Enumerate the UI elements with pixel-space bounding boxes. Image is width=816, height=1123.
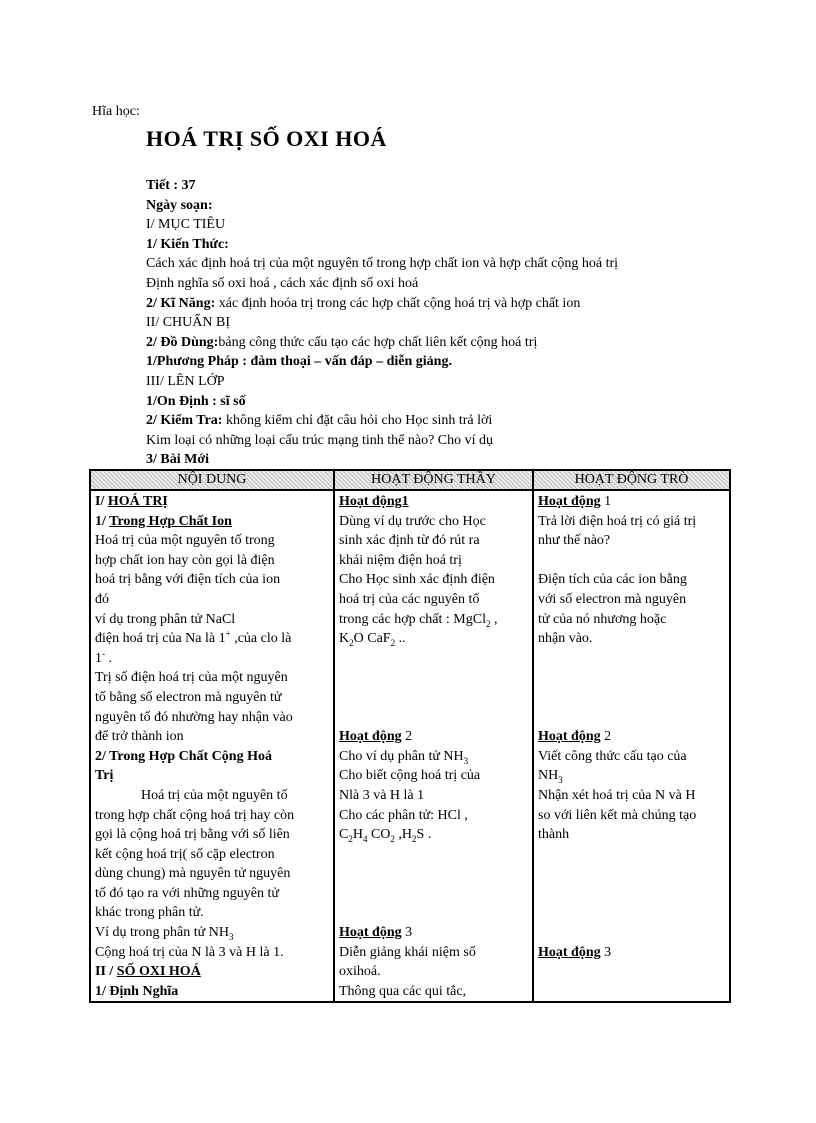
- text-line: Cộng hoá trị của N là 3 và H là 1.: [95, 944, 284, 960]
- text-span: điện hoá trị của Na là 1: [95, 631, 226, 647]
- text-span: Hoạt động: [339, 729, 402, 745]
- header-teacher-activity: HOẠT ĐỘNG THẦY: [334, 470, 533, 490]
- header-content: NỘI DUNG: [90, 470, 334, 490]
- text-line: Trị số điện hoá trị của một nguyên: [95, 670, 288, 686]
- text-span: .: [105, 650, 112, 666]
- knowledge-line-2: Định nghĩa số oxi hoá , cách xác định số oxi hoá: [146, 275, 419, 291]
- text-line: hoá trị bằng với điện tích của ion: [95, 572, 281, 588]
- text-line: khái niệm điện hoá trị: [339, 552, 462, 568]
- text-line: dùng chung) mà nguyên tử nguyên: [95, 866, 291, 882]
- subscript: 3: [463, 755, 469, 766]
- subscript: 2: [348, 833, 353, 844]
- teacher-activity-3-heading: [339, 923, 528, 943]
- subsection-number: 1/: [95, 513, 110, 529]
- text-span: CO: [367, 827, 391, 843]
- text-line: [95, 629, 329, 649]
- new-lesson-line: 3/ Bài Mới: [146, 452, 209, 468]
- lesson-table: [89, 469, 731, 1003]
- text-line: tử của nó nhương hoặc: [538, 611, 667, 627]
- text-span: O CaF: [353, 631, 391, 647]
- text-line: oxihoá.: [339, 964, 381, 980]
- text-line: nhận vào.: [538, 631, 593, 647]
- student-activity-1-heading: [538, 492, 725, 512]
- text-line: Điện tích của các ion bằng: [538, 572, 687, 588]
- covalent-heading-line-2: Trị: [95, 768, 114, 784]
- text-span: trong các hợp chất : MgCl: [339, 611, 486, 627]
- page-title: HOÁ TRỊ SỐ OXI HOÁ: [146, 126, 387, 151]
- text-line: Cho các phân tử: HCl ,: [339, 807, 468, 823]
- text-line: tố đó tạo ra với những nguyên tử: [95, 885, 279, 901]
- text-line: để trở thành ion: [95, 729, 184, 745]
- text-line: Thông qua các qui tắc,: [339, 983, 467, 999]
- text-span: ,của clo là: [230, 631, 292, 647]
- text-line: [339, 629, 528, 649]
- lesson-number: Tiết : 37: [146, 178, 196, 193]
- subsection-number: 1/: [95, 983, 110, 999]
- text-span: Hoạt động: [538, 729, 601, 745]
- text-line: như thế nào?: [538, 533, 611, 549]
- text-span: Hoạt động: [538, 494, 601, 509]
- section-valence-heading: HOÁ TRỊ: [107, 494, 168, 509]
- content-cell: [90, 490, 334, 1002]
- text-line: [95, 923, 329, 943]
- text-line: Dùng ví dụ trước cho Học: [339, 513, 486, 529]
- text-span: 3: [600, 944, 612, 960]
- header-student-activity: HOẠT ĐỘNG TRÒ: [533, 470, 730, 490]
- table-header-row: [90, 470, 730, 490]
- text-span: 1: [95, 650, 102, 666]
- text-line: nguyên tố đó nhường hay nhận vào: [95, 709, 293, 725]
- section-lesson: III/ LÊN LỚP: [146, 373, 225, 389]
- text-span: ,H: [394, 827, 413, 843]
- subscript: 3: [558, 775, 563, 786]
- subscript: 2: [390, 833, 395, 844]
- class-order-line: 1/On Định : sĩ số: [146, 393, 246, 409]
- text-span: S .: [416, 827, 432, 843]
- oxidation-number-heading: SỐ OXI HOÁ: [116, 964, 201, 980]
- subscript: 2: [412, 833, 417, 844]
- text-span: Ví dụ trong phân tử NH: [95, 925, 229, 941]
- text-line: đó: [95, 591, 109, 607]
- definition-heading: Định Nghĩa: [109, 983, 179, 999]
- text-span: Hoạt động: [339, 925, 402, 941]
- text-span: K: [339, 631, 350, 647]
- text-span: ..: [395, 631, 406, 647]
- text-line: hoá trị của các nguyên tố: [339, 591, 480, 607]
- text-line: thành: [538, 827, 570, 843]
- text-line: Trả lời điện hoá trị có giá trị: [538, 513, 697, 529]
- text-line: Hoá trị của một nguyên tố trong: [95, 533, 275, 549]
- text-line: so với liên kết mà chúng tạo: [538, 807, 697, 823]
- text-line: ví dụ trong phân tử NaCl: [95, 611, 236, 627]
- subscript: 2: [349, 637, 354, 648]
- method-line: 1/Phương Pháp : đàm thoại – vấn đáp – diễn giảng.: [146, 354, 452, 370]
- text-line: [538, 766, 725, 786]
- materials-line: [146, 333, 746, 353]
- text-line: Cho Học sinh xác định điện: [339, 572, 495, 588]
- section-objectives: I/ MỤC TIÊU: [146, 217, 226, 233]
- knowledge-line-1: Cách xác định hoá trị của một nguyên tố trong hợp chất ion và hợp chất cộng hoá trị: [146, 256, 619, 272]
- teacher-activity-2-heading: [339, 727, 528, 747]
- ionic-compound-heading: Trong Hợp Chất Ion: [109, 513, 232, 529]
- text-span: Cho ví dụ phân tử NH: [339, 748, 464, 764]
- student-activity-2-heading: [538, 727, 725, 747]
- text-line: sinh xác định từ đó rút ra: [339, 533, 480, 549]
- text-span: H: [352, 827, 363, 843]
- subscript: 2: [485, 618, 491, 629]
- student-activity-3-heading: [538, 943, 725, 963]
- teacher-activity-1-heading: Hoạt động1: [339, 494, 409, 509]
- text-line: hợp chất ion hay còn gọi là điện: [95, 552, 275, 568]
- knowledge-heading: 1/ Kiến Thức:: [146, 236, 229, 252]
- text-span: 1: [600, 494, 612, 509]
- text-span: ,: [490, 611, 498, 627]
- text-line: Cho biết cộng hoá trị của: [339, 768, 481, 784]
- check-label: 2/ Kiểm Tra:: [146, 413, 223, 429]
- skills-text: xác định hoóa trị trong các hợp chất cộng hoá trị và hợp chất ion: [215, 295, 581, 311]
- text-span: Hoạt động: [538, 944, 601, 960]
- text-line: kết cộng hoá trị( số cặp electron: [95, 846, 275, 862]
- check-line: [146, 411, 746, 431]
- section-number: II /: [95, 964, 117, 980]
- text-line: Nhận xét hoá trị của N và H: [538, 787, 696, 803]
- skills-line: [146, 294, 746, 314]
- text-line: khác trong phân tử.: [95, 905, 204, 921]
- section-number: I/: [95, 494, 108, 509]
- metal-question-line: Kim loại có những loại cấu trúc mạng tinh thể nào? Cho ví dụ: [146, 432, 494, 448]
- lesson-header: [146, 176, 746, 470]
- superscript: +: [225, 628, 231, 639]
- text-line: [339, 610, 528, 630]
- text-span: NH: [538, 768, 559, 784]
- table-row: [90, 490, 730, 1002]
- materials-text: bảng công thức cấu tạo các hợp chất liên kết cộng hoá trị: [218, 334, 538, 350]
- text-line: Hoá trị của một nguyên tố: [141, 787, 288, 803]
- teacher-activity-cell: [334, 490, 533, 1002]
- text-line: Diễn giảng khái niệm số: [339, 944, 476, 960]
- prep-date-label: Ngày soạn:: [146, 197, 213, 213]
- text-line: [339, 825, 528, 845]
- text-span: C: [339, 827, 349, 843]
- text-line: [339, 747, 528, 767]
- text-span: 3: [401, 925, 413, 941]
- text-span: 2: [401, 729, 413, 745]
- student-activity-cell: [533, 490, 730, 1002]
- text-line: với số electron mà nguyên: [538, 591, 687, 607]
- text-line: Viết công thức cấu tạo của: [538, 748, 687, 764]
- text-line: gọi là cộng hoá trị bằng với số liên: [95, 827, 290, 843]
- subscript: 4: [362, 833, 368, 844]
- skills-label: 2/ Kĩ Năng:: [146, 295, 216, 311]
- text-line: [95, 649, 329, 669]
- text-line: Nlà 3 và H là 1: [339, 787, 425, 803]
- text-line: trong hợp chất cộng hoá trị hay còn: [95, 807, 295, 823]
- text-line: tố bằng số electron mà nguyên tử: [95, 689, 282, 705]
- superscript: -: [102, 648, 105, 659]
- text-span: 2: [600, 729, 612, 745]
- covalent-heading-line-1: 2/ Trong Hợp Chất Cộng Hoá: [95, 748, 272, 764]
- subscript: 3: [228, 931, 234, 942]
- subscript: 2: [390, 637, 396, 648]
- materials-label: 2/ Đồ Dùng:: [146, 334, 219, 350]
- section-preparation: II/ CHUẨN BỊ: [146, 315, 230, 331]
- subject-label: Hĩa học:: [92, 104, 140, 119]
- check-text: không kiểm chỉ đặt câu hỏi cho Học sinh trả lời: [222, 413, 493, 429]
